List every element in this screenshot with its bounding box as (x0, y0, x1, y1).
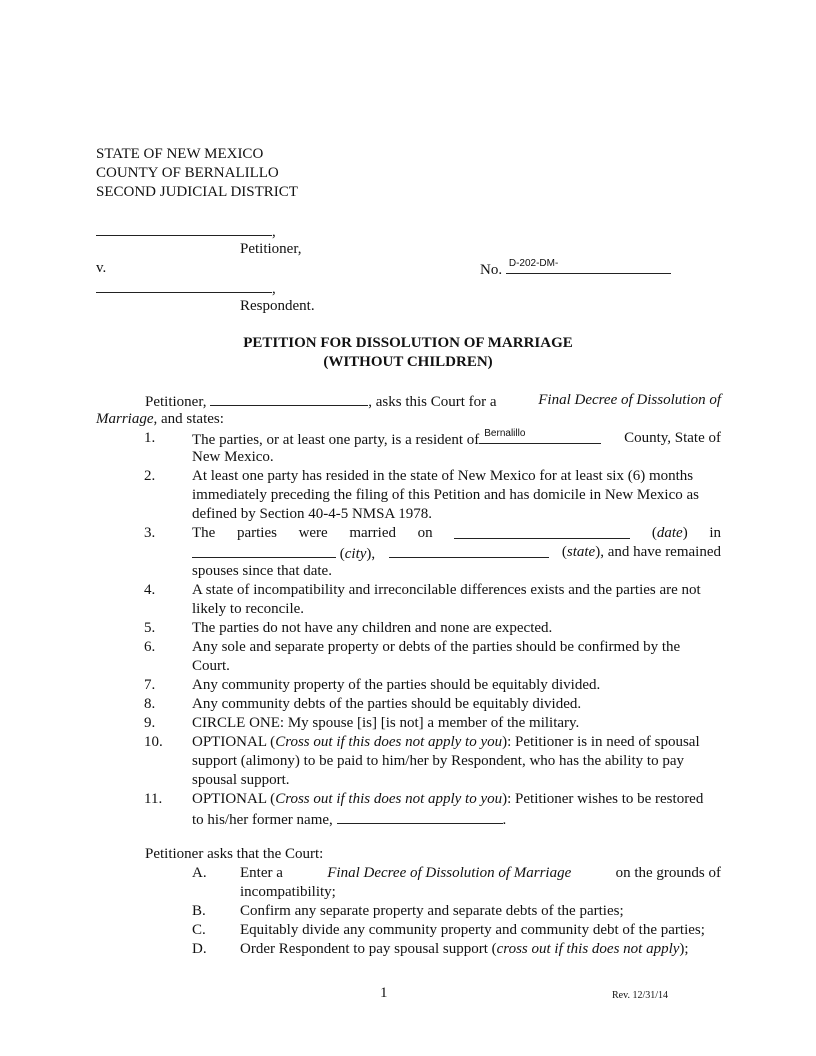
request-text: on the grounds of (615, 865, 721, 881)
item-text: OPTIONAL ( (192, 791, 276, 807)
item-text: OPTIONAL ( (192, 734, 276, 750)
versus: v. (96, 260, 107, 276)
petitioner-name-line[interactable] (96, 221, 276, 242)
item-text: At least one party has resided in the state of New Mexico for at least six (6) months (192, 468, 694, 484)
item-text: in (709, 525, 721, 541)
revision-date: Rev. 12/31/14 (612, 990, 669, 1001)
item-text: immediately preceding the filing of this Petition and has domicile in New Mexico as (192, 487, 699, 503)
item-number: 3. (144, 525, 156, 541)
county-value: Bernalillo (484, 428, 526, 439)
intro-states: , and states: (153, 411, 224, 427)
item-number: 1. (144, 430, 156, 446)
request-letter: B. (192, 903, 206, 919)
item-11-line-2 (192, 809, 506, 830)
request-letter: C. (192, 922, 206, 938)
intro-line-1 (145, 391, 721, 412)
item-number: 10. (144, 734, 163, 750)
item-text: on (417, 525, 433, 541)
item-text: spousal support. (192, 772, 290, 788)
comma: , (272, 281, 276, 297)
item-text: were (298, 525, 328, 541)
request-text: Equitably divide any community property and community debt of the parties; (240, 922, 705, 938)
case-number-blank[interactable] (506, 259, 671, 274)
item-text: date (656, 525, 683, 541)
item-text: state (566, 544, 596, 560)
item-number: 5. (144, 620, 156, 636)
item-number: 4. (144, 582, 156, 598)
item-text: CIRCLE ONE: My spouse [is] [is not] a member of the military. (192, 715, 580, 731)
item-text: The parties, or at least one party, is a resident of (192, 432, 480, 448)
item-text: city (344, 546, 367, 562)
intro-petitioner: Petitioner, (145, 394, 207, 410)
item-text: married (349, 525, 396, 541)
item-number: 11. (144, 791, 163, 807)
intro-marriage: Marriage (96, 411, 154, 427)
item-number: 2. (144, 468, 156, 484)
case-number-value: D-202-DM- (508, 258, 559, 269)
item-text: defined by Section 40-4-5 NMSA 1978. (192, 506, 432, 522)
item-text: support (alimony) to be paid to him/her by Respondent, who has the ability to pay (192, 753, 685, 769)
item-text: Cross out if this does not apply to you (275, 791, 503, 807)
item-3-line-1: The parties were married on (date) in (192, 525, 721, 541)
request-text: Confirm any separate property and separate debts of the parties; (240, 903, 624, 919)
court-district: SECOND JUDICIAL DISTRICT (96, 184, 298, 200)
item-text: Cross out if this does not apply to you (275, 734, 503, 750)
item-number: 9. (144, 715, 156, 731)
request-letter: D. (192, 941, 207, 957)
item-text: parties (236, 525, 277, 541)
petitioner-name-blank[interactable] (96, 221, 272, 236)
item-text: . (502, 812, 507, 828)
request-text: ); (679, 941, 689, 957)
marriage-state-blank[interactable] (389, 543, 549, 558)
item-text: A state of incompatibility and irreconcilable differences exists and the parties are not (192, 582, 701, 598)
item-text: Court. (192, 658, 230, 674)
intro-asks: , asks this Court for a (368, 394, 497, 410)
item-text: ): Petitioner wishes to be restored (502, 791, 704, 807)
item-text: ): Petitioner is in need of spousal (502, 734, 700, 750)
request-text: cross out if this does not apply (496, 941, 680, 957)
item-text: spouses since that date. (192, 563, 332, 579)
intro-decree: Final Decree of Dissolution of (538, 392, 721, 408)
item-number: 8. (144, 696, 156, 712)
request-text: incompatibility; (240, 884, 336, 900)
intro-petitioner-blank[interactable] (210, 391, 368, 406)
former-name-blank[interactable] (337, 809, 503, 824)
requests-heading: Petitioner asks that the Court: (145, 846, 324, 862)
item-3-line-2: (city), (state), and have remained (192, 543, 721, 564)
respondent-name-line[interactable] (96, 278, 276, 299)
item-1-line-1 (192, 429, 721, 450)
court-county: COUNTY OF BERNALILLO (96, 165, 279, 181)
page-number: 1 (380, 985, 388, 1001)
item-text: New Mexico. (192, 449, 274, 465)
document-subtitle: (WITHOUT CHILDREN) (323, 354, 493, 370)
intro-line-2 (96, 410, 224, 429)
request-d-line (240, 940, 689, 959)
case-number-label: No. (480, 262, 503, 278)
request-text: Enter a (240, 865, 283, 881)
item-number: 6. (144, 639, 156, 655)
item-text: Any community property of the parties should be equitably divided. (192, 677, 601, 693)
item-text: , and have remained (600, 544, 721, 560)
county-blank[interactable] (479, 429, 601, 444)
marriage-date-blank[interactable] (454, 524, 630, 539)
request-a-line-1 (240, 864, 721, 883)
item-text: Any community debts of the parties should be equitably divided. (192, 696, 582, 712)
respondent-label: Respondent. (240, 298, 315, 314)
item-text: likely to reconcile. (192, 601, 305, 617)
item-10-line-1 (192, 733, 700, 752)
request-text: Final Decree of Dissolution of Marriage (327, 865, 572, 881)
request-text: Order Respondent to pay spousal support ( (240, 941, 497, 957)
comma: , (272, 224, 276, 240)
item-text: County, State of (624, 430, 721, 446)
item-number: 7. (144, 677, 156, 693)
item-text: The (192, 525, 216, 541)
item-text: The parties do not have any children and none are expected. (192, 620, 553, 636)
item-11-line-1 (192, 790, 703, 809)
petitioner-label: Petitioner, (240, 241, 302, 257)
respondent-name-blank[interactable] (96, 278, 272, 293)
item-text: Any sole and separate property or debts of the parties should be confirmed by the (192, 639, 681, 655)
case-number-field[interactable] (480, 259, 671, 280)
document-title: PETITION FOR DISSOLUTION OF MARRIAGE (243, 335, 573, 351)
court-state: STATE OF NEW MEXICO (96, 146, 264, 162)
item-text: to his/her former name, (192, 812, 333, 828)
marriage-city-blank[interactable] (192, 543, 336, 558)
request-letter: A. (192, 865, 207, 881)
